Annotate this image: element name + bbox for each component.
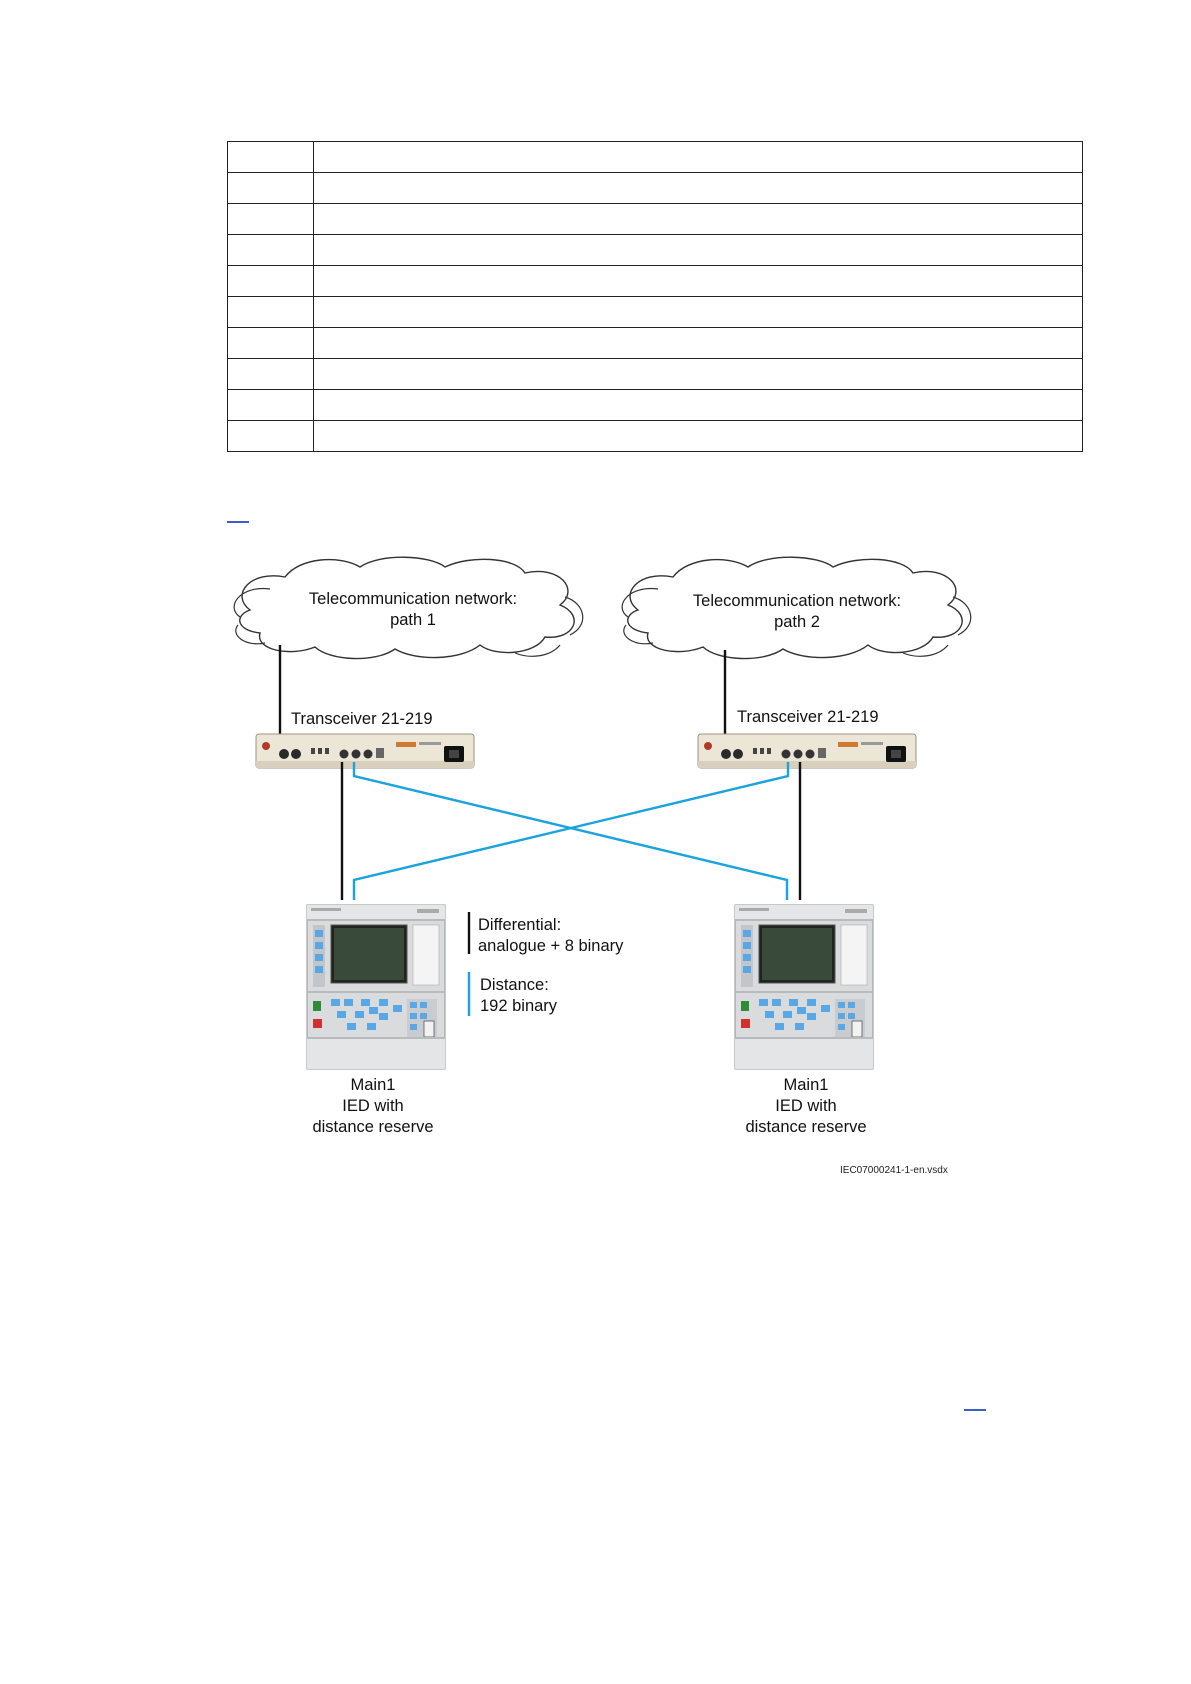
legend-differential-title: Differential: [478, 916, 562, 934]
transceiver-1 [256, 734, 474, 768]
transceiver-1-label: Transceiver 21-219 [291, 710, 433, 728]
cloud-1-subtitle: path 1 [390, 611, 436, 629]
ied-1 [307, 905, 445, 1069]
transceiver-2-label: Transceiver 21-219 [737, 708, 879, 726]
cloud-2-subtitle: path 2 [774, 613, 820, 631]
ied-2-caption-1: Main1 [783, 1076, 829, 1094]
cloud-1-title: Telecommunication network: [308, 590, 518, 608]
legend-distance-title: Distance: [480, 976, 549, 994]
cloud-2-title: Telecommunication network: [692, 592, 902, 610]
ied-2-caption-3: distance reserve [745, 1118, 867, 1136]
distance-link-t1-to-ied2 [354, 762, 787, 900]
ied-1-caption-1: Main1 [350, 1076, 396, 1094]
figure-id: IEC07000241-1-en.vsdx [840, 1165, 948, 1176]
ied-1-caption-2: IED with [342, 1097, 404, 1115]
ied-2 [735, 905, 873, 1069]
transceiver-2 [698, 734, 916, 768]
legend-differential-detail: analogue + 8 binary [478, 937, 624, 955]
distance-link-t2-to-ied1 [354, 762, 788, 900]
legend-distance-detail: 192 binary [480, 997, 558, 1015]
ied-1-caption-3: distance reserve [312, 1118, 434, 1136]
ied-2-caption-2: IED with [775, 1097, 837, 1115]
